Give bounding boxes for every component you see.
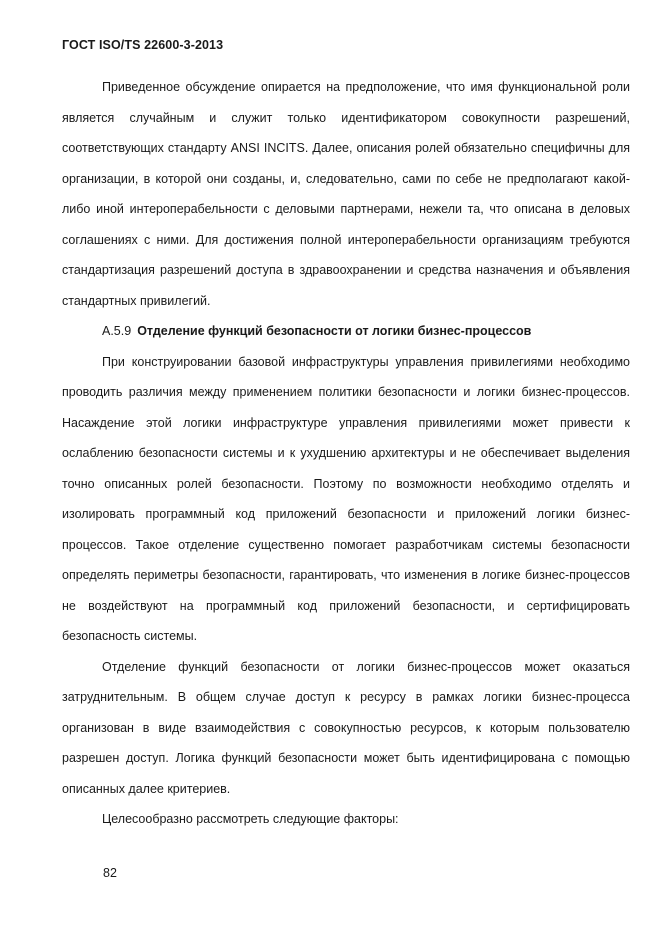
paragraph-factors-intro: Целесообразно рассмотреть следующие факторы:: [102, 812, 399, 826]
paragraph-security-separation: При конструировании базовой инфраструктуры управления привилегиями необходимо проводить различия между применением политики безопасности и логики бизнес-процессов. Насаждение этой логики инфраструктуре управления привилегиями может привести к ослаблению безопасности системы и к ухудшению архитектуры и не обеспечивает выделения точно описанных ролей безопасности. Поэтому по возможности необходимо отделять и изолировать программный код приложений безопасности и приложений логики бизнес-процессов. Такое отделение существенно помогает разработчикам системы безопасности определять периметры безопасности, гарантировать, что изменения в логике бизнес-процессов не воздействуют на программный код приложений безопасности, и сертифицировать безопасность системы.: [62, 354, 630, 643]
page-number: 82: [103, 866, 117, 880]
section-number: А.5.9: [102, 324, 132, 338]
document-header: ГОСТ ISO/TS 22600-3-2013: [62, 38, 224, 52]
paragraph-separation-difficulty: Отделение функций безопасности от логики бизнес-процессов может оказаться затруднительным. В общем случае доступ к ресурсу в рамках логики бизнес-процесса организован в виде взаимодействия с совокупностью ресурсов, к которым пользователю разрешен доступ. Логика функций безопасности может быть идентифицирована с помощью описанных далее критериев.: [62, 659, 630, 796]
section-heading: [62, 316, 630, 347]
paragraph-role-interoperability: Приведенное обсуждение опирается на предположение, что имя функциональной роли является случайным и служит только идентификатором совокупности разрешений, соответствующих стандарту ANSI INCITS. Далее, описания ролей обязательно специфичны для организации, в которой они созданы, и, следовательно, сами по себе не предполагают какой-либо иной интероперабельности с деловыми партнерами, нежели та, что описана в деловых соглашениях с ними. Для достижения полной интероперабельности организациям требуются стандартизация разрешений доступа в здравоохранении и средства назначения и объявления стандартных привилегий.: [62, 80, 630, 308]
section-title: Отделение функций безопасности от логики бизнес-процессов: [137, 324, 532, 338]
document-body: [62, 72, 630, 835]
